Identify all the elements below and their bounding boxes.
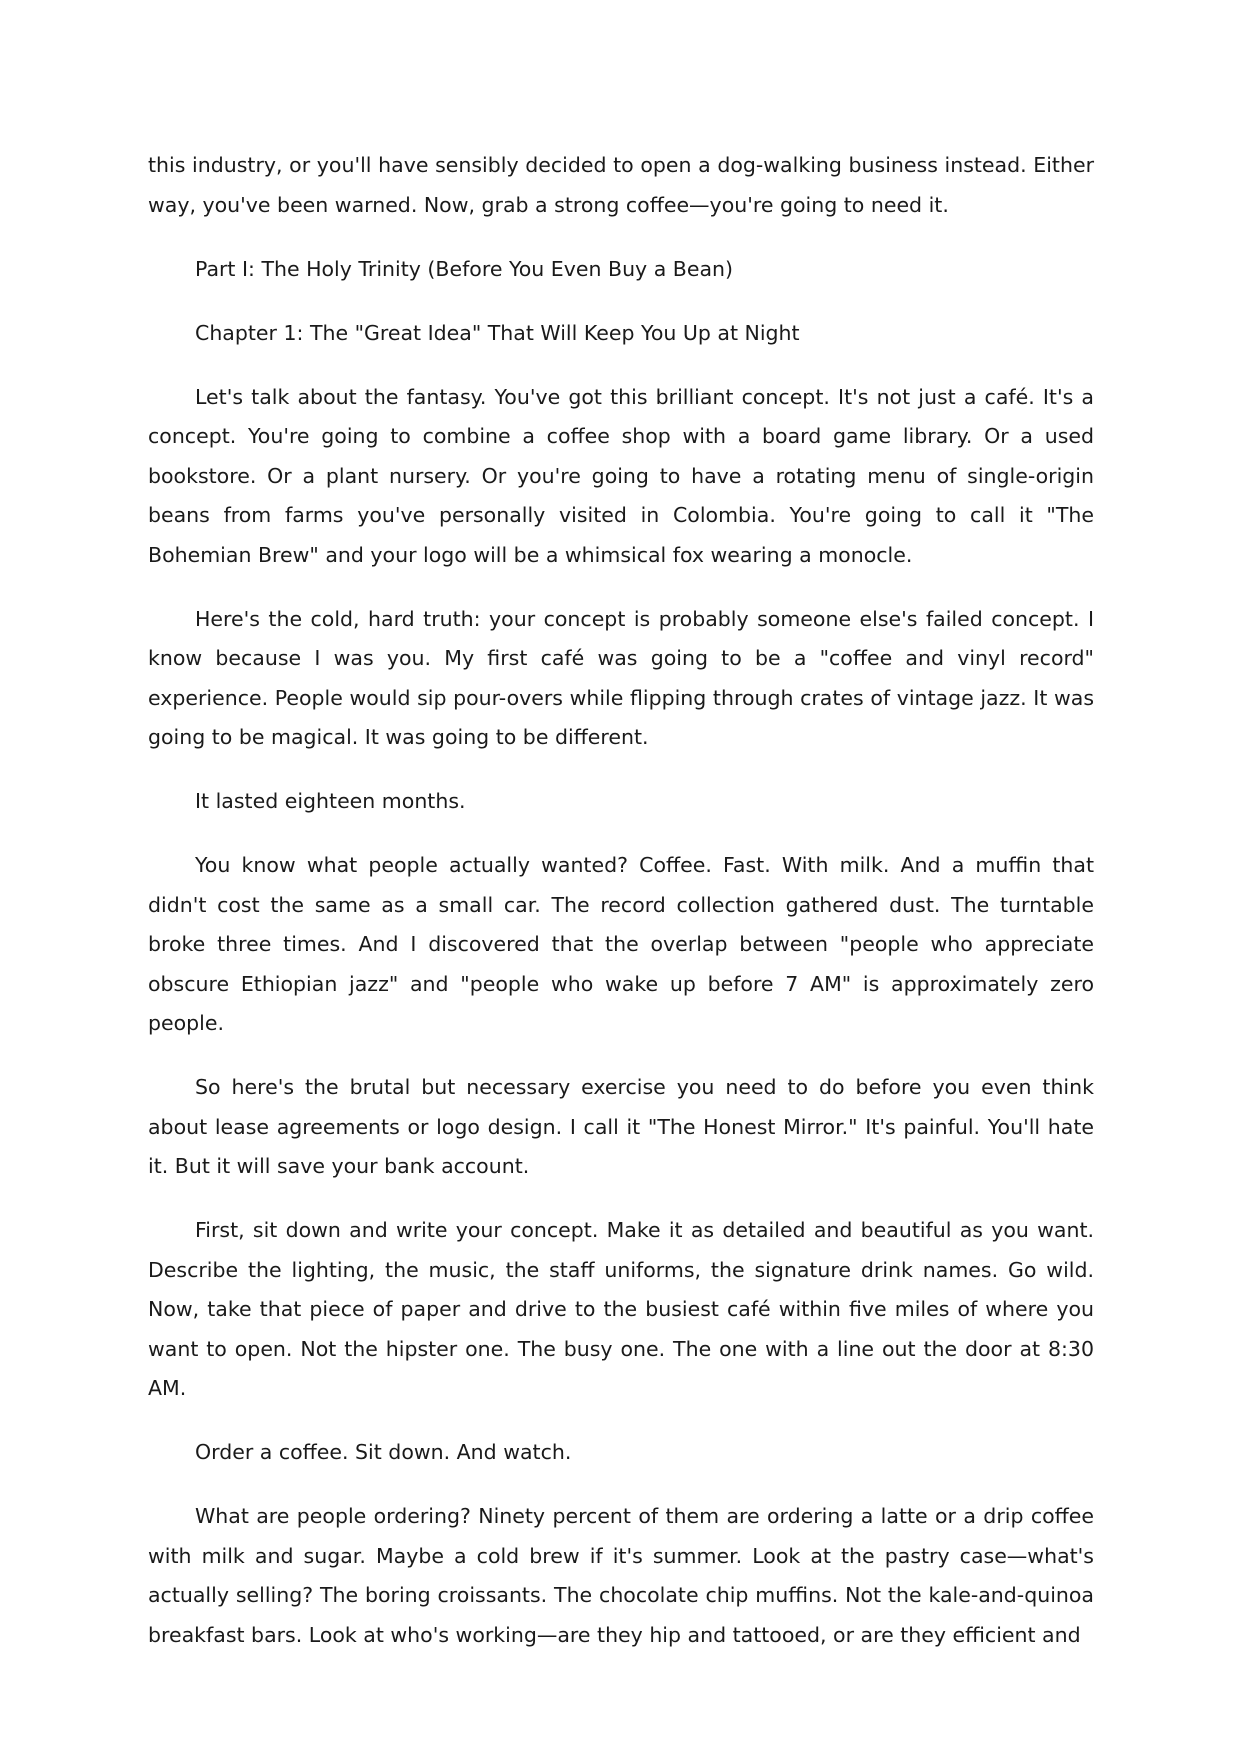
- paragraph: It lasted eighteen months.: [195, 789, 466, 813]
- part-heading: Part I: The Holy Trinity (Before You Even Buy a Bean): [195, 256, 734, 281]
- paragraph: You know what people actually wanted? Coffee. Fast. With milk. And a muffin that didn't cost the same as a small car. The record collection gathered dust. The turntable broke three times. And I discovered that the overlap between "people who appreciate obscure Ethiopian jazz" and "people who wake up before 7 AM" is approximately zero people.: [148, 853, 1094, 1035]
- paragraph: First, sit down and write your concept. Make it as detailed and beautiful as you want. Describe the lighting, the music, the staff uniforms, the signature drink names. Go wild. Now, take that piece of paper and drive to the busiest café within five miles of where you want to open. Not the hipster one. The busy one. The one with a line out the door at 8:30 AM.: [148, 1218, 1094, 1400]
- body-text: [148, 146, 1094, 1655]
- paragraph: Let's talk about the fantasy. You've got this brilliant concept. It's not just a café. It's a concept. You're going to combine a coffee shop with a board game library. Or a used bookstore. Or a plant nursery. Or you're going to have a rotating menu of single-origin beans from farms you've personally visited in Colombia. You're going to call it "The Bohemian Brew" and your logo will be a whimsical fox wearing a monocle.: [148, 384, 1094, 567]
- paragraph: What are people ordering? Ninety percent of them are ordering a latte or a drip coffee with milk and sugar. Maybe a cold brew if it's summer. Look at the pastry case—what's actually selling? The boring croissants. The chocolate chip muffins. Not the kale-and-quinoa breakfast bars. Look at who's working—are they hip and tattooed, or are they efficient and: [148, 1504, 1094, 1647]
- paragraph-continuation: this industry, or you'll have sensibly decided to open a dog-walking business instead. Either way, you've been warned. Now, grab a strong coffee—you're going to need it.: [148, 153, 1094, 217]
- chapter-heading: Chapter 1: The "Great Idea" That Will Keep You Up at Night: [195, 320, 800, 345]
- paragraph: So here's the brutal but necessary exercise you need to do before you even think about lease agreements or logo design. I call it "The Honest Mirror." It's painful. You'll hate it. But it will save your bank account.: [148, 1075, 1094, 1178]
- paragraph: Order a coffee. Sit down. And watch.: [195, 1440, 572, 1464]
- paragraph: Here's the cold, hard truth: your concept is probably someone else's failed concept. I know because I was you. My first café was going to be a "coffee and vinyl record" experience. People would sip pour-overs while flipping through crates of vintage jazz. It was going to be magical. It was going to be different.: [148, 606, 1094, 749]
